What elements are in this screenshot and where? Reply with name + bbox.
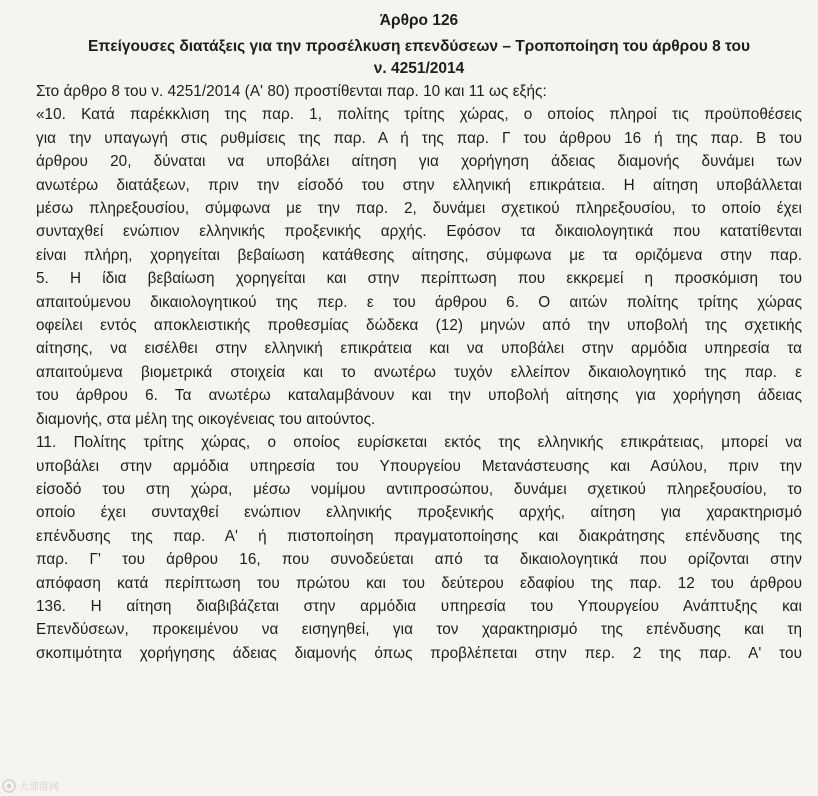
body-line: είναι πλήρη, χορηγείται βεβαίωση κατάθεσης αίτησης, σύμφωνα με τα οριζόμενα στην παρ. — [36, 246, 802, 264]
body-line: απαιτούμενα βιομετρικά στοιχεία και το ανωτέρω τυχόν ελλείπον δικαιολογητικό της παρ. ε — [36, 363, 802, 381]
body-line: συνταχθεί ενώπιον ελληνικής προξενικής αρχής. Εφόσον τα δικαιολογητικά που κατατίθενται — [36, 223, 802, 241]
body-line: 5. Η ίδια βεβαίωση χορηγείται και στην περίπτωση που εκκρεμεί η προσκόμιση του — [36, 270, 802, 288]
body-line: είσοδό του στη χώρα, μέσω νομίμου αντιπροσώπου, δυνάμει σχετικού πληρεξουσίου, το — [36, 480, 802, 498]
watermark-logo-icon — [2, 779, 16, 793]
body-line: 136. Η αίτηση διαβιβάζεται στην αρμόδια υπηρεσία του Υπουργείου Ανάπτυξης και — [36, 597, 802, 615]
watermark — [2, 778, 59, 793]
body-line: 11. Πολίτης τρίτης χώρας, ο οποίος ευρίσκεται εκτός της ελληνικής επικράτειας, μπορεί να — [36, 434, 802, 452]
article-heading: Άρθρο 126 — [379, 12, 459, 29]
body-line: ανωτέρω διατάξεων, πριν την είσοδό του στην ελληνική επικράτεια. Η αίτηση υποβάλλεται — [36, 176, 802, 194]
body-line: υποβάλει στην αρμόδια υπηρεσία του Υπουργείου Μετανάστευσης και Ασύλου, πριν την — [36, 457, 802, 475]
body-line: «10. Κατά παρέκκλιση της παρ. 1, πολίτης τρίτης χώρας, ο οποίος πληροί τις προϋποθέσεις — [36, 106, 802, 124]
body-line: οφείλει εντός αποκλειστικής προθεσμίας δώδεκα (12) μηνών από την υποβολή της σχετικής — [36, 317, 802, 335]
body-line: απόφαση κατά περίπτωση του πρώτου και του δεύτερου εδαφίου της παρ. 12 του άρθρου — [36, 574, 802, 592]
body-line: παρ. Γ' του άρθρου 16, που συνοδεύεται από τα δικαιολογητικά που ορίζονται στην — [36, 551, 802, 569]
body-line: του άρθρου 6. Τα ανωτέρω καταλαμβάνουν και την υποβολή αίτησης για χορήγηση άδειας — [36, 387, 802, 405]
body-line: Επενδύσεων, προκειμένου να εισηγηθεί, για τον χαρακτηρισμό της επένδυσης και τη — [36, 621, 802, 639]
article-body — [36, 80, 802, 665]
body-line: σκοπιμότητα χορήγησης άδειας διαμονής όπως προβλέπεται στην περ. 2 της παρ. Α' του — [36, 644, 802, 662]
body-line: απαιτούμενου δικαιολογητικού της περ. ε του άρθρου 6. Ο αιτών πολίτης τρίτης χώρας — [36, 293, 802, 311]
article-title-line-1: Επείγουσες διατάξεις για την προσέλκυση επενδύσεων – Τροποποίηση του άρθρου 8 του — [88, 38, 750, 55]
watermark-text: 大部落网 — [19, 782, 59, 793]
body-line: αίτησης, να εισέλθει στην ελληνική επικράτεια και να υποβάλει στην αρμόδια υπηρεσία τα — [36, 340, 802, 358]
document-page — [36, 10, 802, 665]
body-line: επένδυσης της παρ. Α' ή πιστοποίηση πραγματοποίησης και διακράτησης επένδυσης της — [36, 527, 802, 545]
body-line: άρθρου 20, δύναται να υποβάλει αίτηση για χορήγηση άδειας διαμονής δυνάμει των — [36, 153, 802, 171]
body-line: για την υπαγωγή στις ρυθμίσεις της παρ. Α ή της παρ. Γ του άρθρου 16 ή της παρ. Β του — [36, 129, 802, 147]
body-line: μέσω πληρεξουσίου, σύμφωνα με την παρ. 2, δυνάμει σχετικού πληρεξουσίου, το οποίο έχει — [36, 200, 802, 218]
body-line: Στο άρθρο 8 του ν. 4251/2014 (Α' 80) προστίθενται παρ. 10 και 11 ως εξής: — [36, 83, 547, 100]
article-title-line-2: ν. 4251/2014 — [373, 60, 465, 77]
body-line: διαμονής, στα μέλη της οικογένειας του αιτούντος. — [36, 410, 376, 428]
body-line: οποίο έχει συνταχθεί ενώπιον ελληνικής προξενικής αρχής, αίτηση για χαρακτηρισμό — [36, 504, 802, 522]
